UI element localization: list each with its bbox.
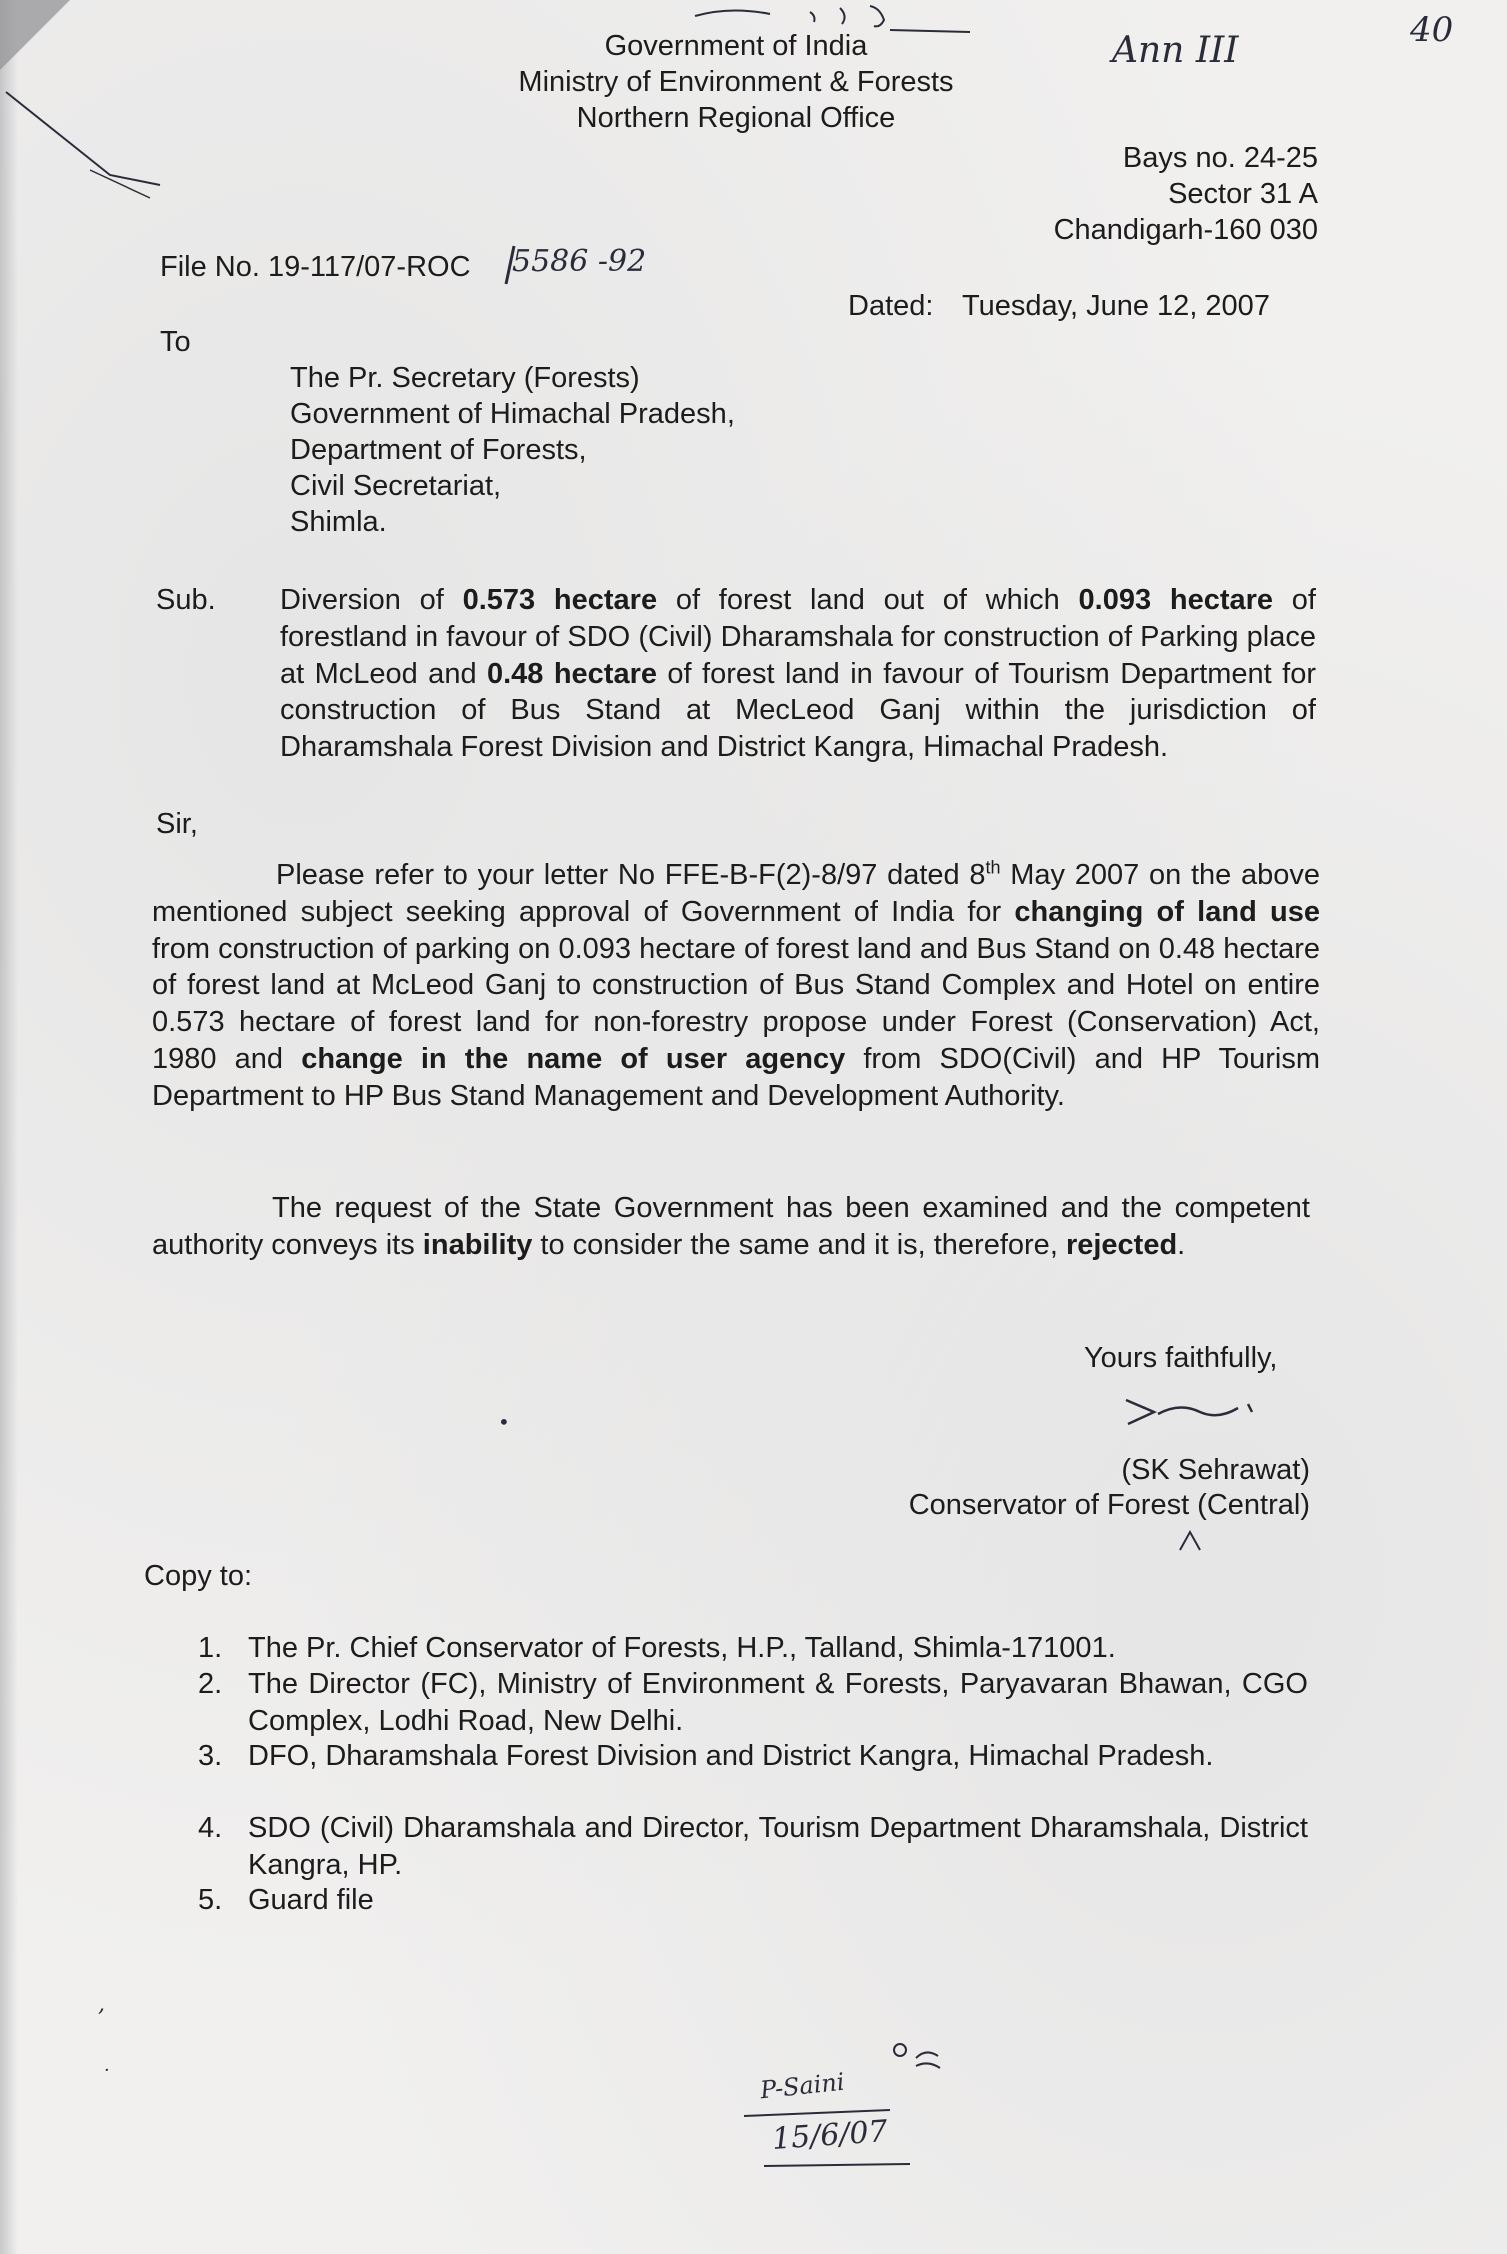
copy-item-text: DFO, Dharamshala Forest Division and District Kangra, Himachal Pradesh.	[248, 1740, 1214, 1772]
salutation: Sir,	[156, 808, 198, 840]
letterhead-office: Northern Regional Office	[576, 102, 896, 134]
copy-item-text: SDO (Civil) Dharamshala and Director, Tourism Department Dharamshala, District Kangra, HP.	[248, 1812, 1308, 1881]
copy-item-number: 3.	[198, 1740, 223, 1772]
copy-item-number: 4.	[198, 1812, 223, 1844]
body-paragraph-1: Please refer to your letter No FFE-B-F(2)-8/97 dated 8th May 2007 on the above mentioned subject seeking approval of Government of India for changing of land use from construction of parking on 0.093 hectare of forest land and Bus Stand on 0.48 hectare of forest land at McLeod Ganj to construction of Bus Stand Complex and Hotel on entire 0.573 hectare of forest land for non-forestry propose under Forest (Conservation) Act, 1980 and change in the name of user agency from SDO(Civil) and HP Tourism Department to HP Bus Stand Management and Development Authority.	[152, 857, 1321, 1112]
recipient-line-2: Government of Himachal Pradesh,	[290, 398, 735, 430]
file-number: File No. 19-117/07-ROC	[160, 251, 471, 283]
address-sector: Sector 31 A	[1168, 178, 1318, 210]
handwritten-initials: P-Saini	[758, 2067, 846, 2105]
date-value: Tuesday, June 12, 2007	[962, 290, 1270, 322]
subject-text: Diversion of 0.573 hectare of forest land out of which 0.093 hectare of forestland in favour of SDO (Civil) Dharamshala for construction of Parking place at McLeod and 0.48 hectare of forest land in favour of Tourism Department for construction of Bus Stand at MecLeod Ganj within the jurisdiction of Dharamshala Forest Division and District Kangra, Himachal Pradesh.	[280, 584, 1316, 764]
signature-dot: •	[498, 1410, 510, 1434]
letterhead-government: Government of India	[604, 30, 868, 62]
handwritten-oc-mark	[890, 2040, 950, 2080]
annex-label: Ann III	[1112, 30, 1239, 71]
recipient-line-1: The Pr. Secretary (Forests)	[290, 362, 640, 394]
copy-item-number: 1.	[198, 1632, 223, 1664]
copy-item-text: Guard file	[248, 1884, 374, 1916]
margin-mark: ·	[104, 2060, 110, 2081]
recipient-line-4: Civil Secretariat,	[290, 470, 502, 502]
copy-item-number: 2.	[198, 1668, 223, 1700]
address-bays: Bays no. 24-25	[1122, 142, 1318, 174]
handwritten-initials-date: 15/6/07	[770, 2114, 889, 2157]
recipient-line-5: Shimla.	[290, 506, 387, 538]
signatory-name: (SK Sehrawat)	[1121, 1454, 1310, 1486]
date-label: Dated:	[848, 290, 934, 322]
body-paragraph-2: The request of the State Government has been examined and the competent authority conveys its inability to consider the same and it is, therefore, rejected.	[152, 1192, 1310, 1261]
copy-to-label: Copy to:	[144, 1560, 252, 1592]
caret-mark	[1176, 1526, 1206, 1556]
initials-date-underline	[760, 2160, 920, 2172]
subject-label: Sub.	[156, 584, 216, 616]
file-number-handwritten-suffix: 5586 -92	[512, 244, 647, 279]
file-number-slash	[500, 244, 520, 288]
corner-pen-stroke	[0, 80, 170, 190]
copy-item-text: The Pr. Chief Conservator of Forests, H.P., Talland, Shimla-171001.	[248, 1632, 1116, 1664]
letterhead-ministry: Ministry of Environment & Forests	[518, 66, 954, 98]
signature	[1120, 1390, 1270, 1440]
copy-item-text: The Director (FC), Ministry of Environment & Forests, Paryavaran Bhawan, CGO Complex, Lodhi Road, New Delhi.	[248, 1668, 1308, 1737]
closing: Yours faithfully,	[1084, 1342, 1278, 1374]
page-number: 40	[1410, 10, 1454, 50]
margin-mark: ,	[98, 1992, 105, 2017]
signatory-title: Conservator of Forest (Central)	[908, 1489, 1310, 1521]
recipient-line-3: Department of Forests,	[290, 434, 587, 466]
to-label: To	[160, 326, 191, 358]
copy-item-number: 5.	[198, 1884, 223, 1916]
scan-edge-shadow	[0, 0, 18, 2254]
address-city: Chandigarh-160 030	[1053, 214, 1318, 246]
